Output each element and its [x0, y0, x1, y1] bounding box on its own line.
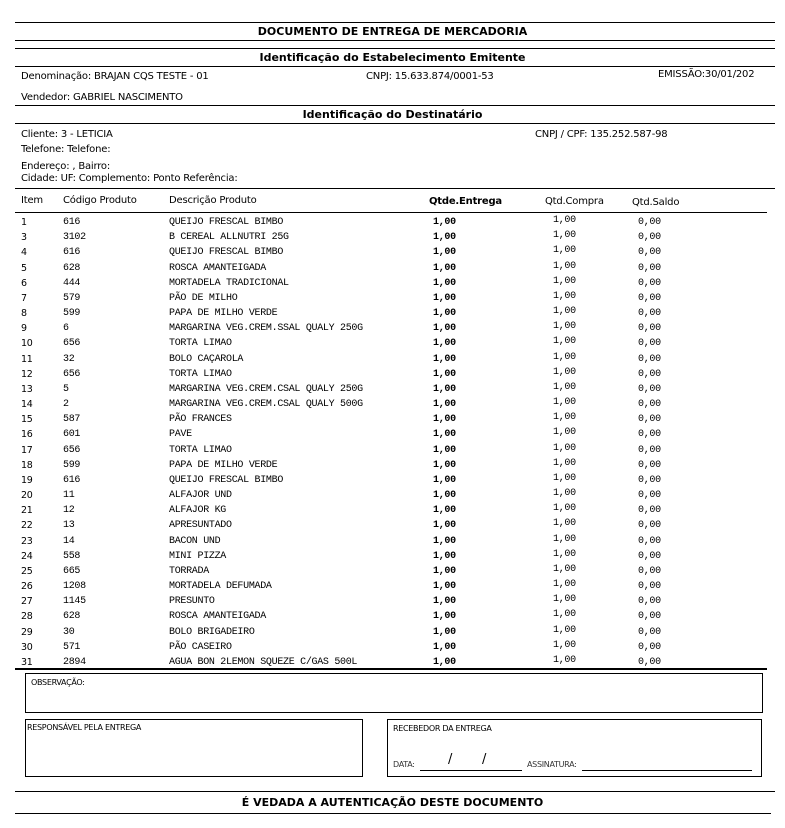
assinatura-label: ASSINATURA:: [527, 760, 577, 769]
rule: [15, 66, 775, 67]
observacao-label: OBSERVAÇÃO:: [31, 678, 85, 687]
qtde-entrega: 1,00: [433, 596, 456, 608]
qtd-compra: 1,00: [553, 579, 576, 591]
header-qtd-compra: Qtd.Compra: [545, 196, 604, 207]
table-row: [0, 308, 785, 323]
table-row: [0, 457, 785, 475]
qtd-saldo: 0,00: [638, 520, 661, 532]
product-description: PÃO DE MILHO: [169, 292, 238, 304]
item-number: 8: [21, 308, 27, 320]
qtd-compra: 1,00: [553, 275, 576, 287]
product-code: 14: [63, 535, 75, 547]
table-row: [0, 624, 785, 642]
product-description: ALFAJOR KG: [169, 505, 227, 517]
qtd-compra: 1,00: [553, 503, 576, 515]
table-row: [0, 533, 785, 551]
qtde-entrega: 1,00: [433, 611, 456, 623]
item-number: 25: [21, 565, 33, 577]
qtd-compra: 1,00: [553, 594, 576, 606]
qtde-entrega: 1,00: [433, 474, 456, 486]
qtde-entrega: 1,00: [433, 550, 456, 562]
product-code: 599: [63, 308, 81, 320]
item-number: 6: [21, 277, 27, 289]
qtde-entrega: 1,00: [433, 490, 456, 502]
table-row: [0, 247, 785, 262]
qtd-saldo: 0,00: [638, 505, 661, 517]
product-code: 587: [63, 414, 81, 426]
qtd-compra: 1,00: [553, 472, 576, 484]
qtd-saldo: 0,00: [638, 641, 661, 653]
product-code: 628: [63, 611, 81, 623]
qtd-compra: 1,00: [553, 518, 576, 530]
qtde-entrega: 1,00: [433, 323, 456, 335]
qtd-compra: 1,00: [553, 488, 576, 500]
product-code: 579: [63, 292, 81, 304]
responsavel-box[interactable]: [25, 719, 363, 777]
item-number: 16: [21, 429, 33, 441]
item-number: 28: [21, 611, 33, 623]
product-code: 5: [63, 383, 69, 395]
qtde-entrega: 1,00: [433, 641, 456, 653]
table-row: [0, 472, 785, 490]
item-number: 20: [21, 490, 33, 502]
header-codigo: Código Produto: [63, 195, 137, 206]
qtd-compra: 1,00: [553, 230, 576, 242]
product-description: QUEIJO FRESCAL BIMBO: [169, 474, 284, 486]
table-row: [0, 275, 785, 293]
item-number: 19: [21, 474, 33, 486]
product-description: QUEIJO FRESCAL BIMBO: [169, 217, 284, 228]
item-number: 17: [21, 444, 33, 456]
qtd-saldo: 0,00: [638, 535, 661, 547]
product-description: MORTADELA DEFUMADA: [169, 581, 272, 593]
product-description: MARGARINA VEG.CREM.CSAL QUALY 500G: [169, 399, 363, 411]
table-row: [0, 399, 785, 414]
qtd-saldo: 0,00: [638, 338, 661, 350]
item-number: 27: [21, 596, 33, 608]
responsavel-label: RESPONSÁVEL PELA ENTREGA: [27, 723, 142, 732]
header-qtd-saldo: Qtd.Saldo: [632, 197, 680, 208]
product-description: ROSCA AMANTEIGADA: [169, 611, 266, 623]
qtd-compra: 1,00: [553, 533, 576, 545]
item-number: 3: [21, 232, 27, 244]
product-description: PAPA DE MILHO VERDE: [169, 459, 278, 471]
qtd-saldo: 0,00: [638, 399, 661, 411]
cnpj-cpf: CNPJ / CPF: 135.252.587-98: [535, 129, 668, 140]
date-separator: /: [482, 752, 487, 767]
product-code: 616: [63, 217, 81, 228]
table-row: [0, 520, 785, 535]
emissao-date: EMISSÃO:30/01/202: [658, 69, 755, 80]
qtd-compra: 1,00: [553, 654, 576, 666]
rule: [15, 22, 775, 23]
data-label: DATA:: [393, 760, 415, 769]
qtd-saldo: 0,00: [638, 247, 661, 259]
table-row: [0, 338, 785, 353]
cliente: Cliente: 3 - LETICIA: [21, 129, 113, 140]
product-code: 11: [63, 490, 75, 502]
product-description: QUEIJO FRESCAL BIMBO: [169, 247, 284, 259]
qtd-saldo: 0,00: [638, 581, 661, 593]
qtd-saldo: 0,00: [638, 596, 661, 608]
qtd-compra: 1,00: [553, 624, 576, 636]
table-row: [0, 490, 785, 505]
rule: [15, 668, 767, 670]
qtd-compra: 1,00: [553, 609, 576, 621]
item-number: 10: [21, 338, 33, 350]
item-number: 30: [21, 641, 33, 653]
header-item: Item: [21, 195, 43, 206]
rule: [15, 105, 775, 106]
qtd-saldo: 0,00: [638, 217, 661, 228]
rule: [15, 813, 771, 814]
product-code: 32: [63, 353, 75, 365]
recebedor-label: RECEBEDOR DA ENTREGA: [393, 724, 492, 733]
qtde-entrega: 1,00: [433, 656, 456, 668]
observacao-box[interactable]: [25, 673, 763, 713]
emitente-denominacao: Denominação: BRAJAN CQS TESTE - 01: [21, 71, 209, 82]
product-description: BOLO CAÇAROLA: [169, 353, 244, 365]
product-code: 12: [63, 505, 75, 517]
item-number: 11: [21, 353, 33, 365]
product-description: TORTA LIMAO: [169, 368, 232, 380]
qtde-entrega: 1,00: [433, 247, 456, 259]
rule: [15, 212, 767, 213]
product-description: PAVE: [169, 429, 192, 441]
qtd-saldo: 0,00: [638, 414, 661, 426]
qtd-compra: 1,00: [553, 260, 576, 272]
item-number: 14: [21, 399, 33, 411]
item-number: 4: [21, 247, 27, 259]
qtde-entrega: 1,00: [433, 414, 456, 426]
product-description: PAPA DE MILHO VERDE: [169, 308, 278, 320]
product-code: 1208: [63, 581, 86, 593]
product-description: B CEREAL ALLNUTRI 25G: [169, 232, 289, 244]
destinatario-section-title: Identificação do Destinatário: [302, 108, 483, 121]
item-number: 1: [21, 217, 27, 228]
rule: [15, 123, 775, 124]
qtde-entrega: 1,00: [433, 505, 456, 517]
qtd-saldo: 0,00: [638, 611, 661, 623]
qtde-entrega: 1,00: [433, 581, 456, 593]
table-row: [0, 351, 785, 369]
emitente-cnpj: CNPJ: 15.633.874/0001-53: [366, 71, 494, 82]
qtde-entrega: 1,00: [433, 292, 456, 304]
product-description: PÃO CASEIRO: [169, 641, 232, 653]
product-description: MINI PIZZA: [169, 550, 227, 562]
qtd-saldo: 0,00: [638, 383, 661, 395]
product-description: APRESUNTADO: [169, 520, 232, 532]
qtde-entrega: 1,00: [433, 626, 456, 638]
table-row: [0, 260, 785, 278]
qtd-saldo: 0,00: [638, 308, 661, 320]
product-description: ALFAJOR UND: [169, 490, 232, 502]
item-number: 13: [21, 383, 33, 395]
table-row: [0, 563, 785, 581]
qtde-entrega: 1,00: [433, 444, 456, 456]
qtd-compra: 1,00: [553, 290, 576, 302]
table-row: [0, 581, 785, 596]
table-row: [0, 381, 785, 399]
product-code: 656: [63, 368, 81, 380]
qtd-saldo: 0,00: [638, 490, 661, 502]
qtd-compra: 1,00: [553, 563, 576, 575]
product-code: 656: [63, 338, 81, 350]
document-title: DOCUMENTO DE ENTREGA DE MERCADORIA: [257, 25, 528, 38]
qtd-compra: 1,00: [553, 321, 576, 333]
date-separator: /: [448, 752, 453, 767]
table-row: [0, 611, 785, 626]
rule: [15, 188, 775, 189]
emitente-section-title: Identificação do Estabelecimento Emitente: [259, 51, 526, 64]
qtd-compra: 1,00: [553, 366, 576, 378]
product-code: 656: [63, 444, 81, 456]
qtde-entrega: 1,00: [433, 429, 456, 441]
table-row: [0, 429, 785, 444]
product-code: 599: [63, 459, 81, 471]
table-row: [0, 442, 785, 460]
qtd-saldo: 0,00: [638, 459, 661, 471]
qtde-entrega: 1,00: [433, 565, 456, 577]
item-number: 9: [21, 323, 27, 335]
qtde-entrega: 1,00: [433, 262, 456, 274]
qtde-entrega: 1,00: [433, 459, 456, 471]
product-code: 3102: [63, 232, 86, 244]
product-code: 616: [63, 474, 81, 486]
product-code: 601: [63, 429, 81, 441]
product-code: 616: [63, 247, 81, 259]
qtd-saldo: 0,00: [638, 292, 661, 304]
qtde-entrega: 1,00: [433, 232, 456, 244]
qtd-saldo: 0,00: [638, 565, 661, 577]
header-descricao: Descrição Produto: [169, 195, 257, 206]
qtde-entrega: 1,00: [433, 399, 456, 411]
item-number: 31: [21, 656, 33, 668]
qtd-compra: 1,00: [553, 336, 576, 348]
product-description: MARGARINA VEG.CREM.SSAL QUALY 250G: [169, 323, 363, 335]
table-row: [0, 548, 785, 566]
product-code: 571: [63, 641, 81, 653]
qtd-saldo: 0,00: [638, 474, 661, 486]
qtd-saldo: 0,00: [638, 550, 661, 562]
qtd-saldo: 0,00: [638, 277, 661, 289]
product-code: 30: [63, 626, 75, 638]
product-code: 2: [63, 399, 69, 411]
qtd-compra: 1,00: [553, 245, 576, 257]
qtd-saldo: 0,00: [638, 444, 661, 456]
endereco: Endereço: , Bairro:: [21, 161, 111, 172]
qtde-entrega: 1,00: [433, 520, 456, 532]
product-code: 1145: [63, 596, 86, 608]
vendedor: Vendedor: GABRIEL NASCIMENTO: [21, 92, 183, 103]
table-row: [0, 323, 785, 338]
table-row: [0, 366, 785, 384]
item-number: 18: [21, 459, 33, 471]
product-code: 665: [63, 565, 81, 577]
table-row: [0, 232, 785, 247]
qtd-compra: 1,00: [553, 457, 576, 469]
qtd-saldo: 0,00: [638, 656, 661, 668]
item-number: 15: [21, 414, 33, 426]
item-number: 7: [21, 292, 27, 304]
product-code: 628: [63, 262, 81, 274]
qtd-compra: 1,00: [553, 548, 576, 560]
product-description: MORTADELA TRADICIONAL: [169, 277, 289, 289]
qtd-saldo: 0,00: [638, 368, 661, 380]
product-description: PRESUNTO: [169, 596, 215, 608]
item-number: 12: [21, 368, 33, 380]
qtd-compra: 1,00: [553, 427, 576, 439]
qtde-entrega: 1,00: [433, 383, 456, 395]
qtd-compra: 1,00: [553, 639, 576, 651]
qtd-compra: 1,00: [553, 397, 576, 409]
qtd-saldo: 0,00: [638, 232, 661, 244]
qtd-saldo: 0,00: [638, 262, 661, 274]
rule: [15, 40, 775, 41]
product-code: 444: [63, 277, 81, 289]
product-code: 2894: [63, 656, 86, 668]
product-code: 13: [63, 520, 75, 532]
product-description: MARGARINA VEG.CREM.CSAL QUALY 250G: [169, 383, 363, 395]
recebedor-box[interactable]: [387, 719, 762, 777]
item-number: 26: [21, 581, 33, 593]
qtd-compra: 1,00: [553, 442, 576, 454]
table-row: [0, 217, 785, 232]
qtd-compra: 1,00: [553, 306, 576, 318]
item-number: 21: [21, 505, 33, 517]
qtde-entrega: 1,00: [433, 368, 456, 380]
qtd-saldo: 0,00: [638, 353, 661, 365]
data-line[interactable]: [420, 770, 522, 771]
product-description: TORTA LIMAO: [169, 444, 232, 456]
qtde-entrega: 1,00: [433, 308, 456, 320]
qtd-compra: 1,00: [553, 412, 576, 424]
product-description: TORRADA: [169, 565, 209, 577]
footer-notice: É VEDADA A AUTENTICAÇÃO DESTE DOCUMENTO: [241, 796, 544, 809]
qtd-compra: 1,00: [553, 351, 576, 363]
product-description: BOLO BRIGADEIRO: [169, 626, 255, 638]
table-row: [0, 505, 785, 520]
assinatura-line[interactable]: [582, 770, 752, 771]
qtd-compra: 1,00: [553, 215, 576, 226]
item-number: 23: [21, 535, 33, 547]
qtde-entrega: 1,00: [433, 217, 456, 228]
qtde-entrega: 1,00: [433, 277, 456, 289]
qtd-compra: 1,00: [553, 381, 576, 393]
item-number: 29: [21, 626, 33, 638]
item-number: 5: [21, 262, 27, 274]
table-row: [0, 596, 785, 611]
rule: [15, 791, 775, 792]
item-number: 22: [21, 520, 33, 532]
product-description: PÃO FRANCES: [169, 414, 232, 426]
product-code: 6: [63, 323, 69, 335]
rule: [15, 48, 775, 49]
product-description: TORTA LIMAO: [169, 338, 232, 350]
header-qtde-entrega: Qtde.Entrega: [429, 196, 502, 207]
qtde-entrega: 1,00: [433, 353, 456, 365]
telefone: Telefone: Telefone:: [21, 144, 111, 155]
qtde-entrega: 1,00: [433, 338, 456, 350]
qtd-saldo: 0,00: [638, 429, 661, 441]
product-description: ROSCA AMANTEIGADA: [169, 262, 266, 274]
product-code: 558: [63, 550, 81, 562]
table-row: [0, 414, 785, 429]
product-description: BACON UND: [169, 535, 221, 547]
item-number: 24: [21, 550, 33, 562]
table-row: [0, 639, 785, 657]
qtd-saldo: 0,00: [638, 626, 661, 638]
qtde-entrega: 1,00: [433, 535, 456, 547]
qtd-saldo: 0,00: [638, 323, 661, 335]
cidade: Cidade: UF: Complemento: Ponto Referência:: [21, 173, 238, 184]
product-description: AGUA BON 2LEMON SQUEZE C/GAS 500L: [169, 656, 358, 668]
table-row: [0, 290, 785, 308]
